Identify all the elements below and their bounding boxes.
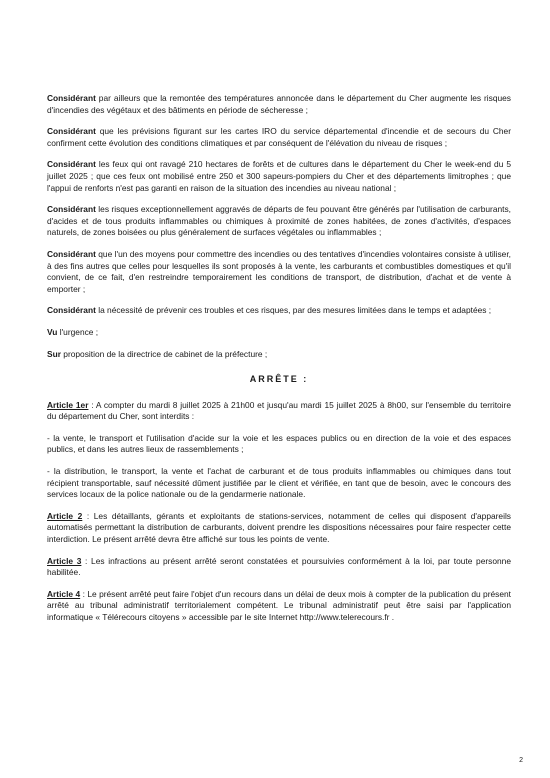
sur-paragraph <box>47 349 511 361</box>
article-1-item-acid: - la vente, le transport et l'utilisation d'acide sur la voie et les espaces publics ou en direction de la voie et des espaces publics, et dans les autres lieux de rassemblements ; <box>47 432 511 455</box>
paragraph-keyword: Considérant <box>47 248 96 259</box>
paragraph-text: l'urgence ; <box>57 326 99 337</box>
article-2 <box>47 511 511 546</box>
article-text: : A compter du mardi 8 juillet 2025 à 21h00 et jusqu'au mardi 15 juillet 2025 à 8h00, sur l'ensemble du territoire du département du Cher, sont interdits : <box>47 399 511 422</box>
article-text: : Les infractions au présent arrêté seront constatées et poursuivies conformément à la loi, par toute personne habilitée. <box>47 555 511 578</box>
considerant-paragraph <box>47 204 511 239</box>
paragraph-keyword: Considérant <box>47 126 96 137</box>
page-number: 2 <box>519 757 523 764</box>
document-body <box>47 93 511 634</box>
considerant-paragraph <box>47 249 511 295</box>
paragraph-keyword: Considérant <box>47 159 96 170</box>
vu-paragraph <box>47 327 511 339</box>
paragraph-keyword: Sur <box>47 348 61 359</box>
considerant-paragraph <box>47 126 511 149</box>
article-label: Article 4 <box>47 588 81 599</box>
article-3 <box>47 556 511 579</box>
article-label: Article 3 <box>47 555 82 566</box>
article-1-item-fuel: - la distribution, le transport, la vente et l'achat de carburant et de tous produits inflammables ou chimiques dans tout récipient transportable, sauf nécessité dûment justifiée par le client et vérifiée, en tant que de besoin, avec le concours des services locaux de la police nationale ou de la gendarmerie nationale. <box>47 466 511 500</box>
article-1 <box>47 400 511 423</box>
article-label: Article 2 <box>47 510 83 521</box>
paragraph-keyword: Vu <box>47 326 58 337</box>
paragraph-text: les feux qui ont ravagé 210 hectares de forêts et de cultures dans le département du Cher le week-end du 5 juillet 2025 ; que ces feux ont mobilisé entre 250 et 300 sapeurs-pompiers du Cher et des départements limitrophes ; que l'appui de renforts n'est pas garanti en raison de la situation des incendies au niveau national ; <box>47 159 511 193</box>
paragraph-text: la nécessité de prévenir ces troubles et ces risques, par des mesures limitées dans le temps et adaptées ; <box>95 305 492 316</box>
article-label: Article 1er <box>47 399 89 410</box>
paragraph-text: les risques exceptionnellement aggravés de départs de feu pouvant être générés par l'utilisation de carburants, d'acides et de tous produits inflammables ou chimiques à proximité de zones habitées, de zones d'activités, d'espaces naturels, de zones boisées ou plus généralement de surfaces végétales ou inflammables ; <box>47 204 511 238</box>
paragraph-keyword: Considérant <box>47 305 96 316</box>
paragraph-keyword: Considérant <box>47 93 96 103</box>
paragraph-text: proposition de la directrice de cabinet de la préfecture ; <box>60 348 268 359</box>
considerant-paragraph <box>47 93 511 116</box>
article-4 <box>47 589 511 624</box>
considerant-paragraph <box>47 159 511 194</box>
paragraph-keyword: Considérant <box>47 204 96 215</box>
considerant-paragraph <box>47 305 511 317</box>
arrete-heading: ARRÊTE : <box>249 374 309 385</box>
article-text: : Le présent arrêté peut faire l'objet d'un recours dans un délai de deux mois à compter de la publication du présent arrêté au tribunal administratif territorialement compétent. Le tribunal administratif peut être saisi par l'application informatique « Télérecours citoyens » accessible par le site Internet http://www.telerecours.fr . <box>47 588 511 622</box>
paragraph-text: que l'un des moyens pour commettre des incendies ou des tentatives d'incendies volontaires consiste à utiliser, à des fins autres que celles pour lesquelles ils sont proposés à la vente, les carburants et combustibles domestiques et qu'il convient, de ce fait, d'en restreindre temporairement les conditions de transport, de distribution, d'achat et de vente à emporter ; <box>47 248 511 294</box>
article-text: : Les détaillants, gérants et exploitants de stations-services, notamment de celles qui disposent d'appareils automatisés permettant la distribution de carburants, doivent prendre les dispositions nécessaires pour faire respecter cette interdiction. Le présent arrêté devra être affiché sur tous les points de vente. <box>47 510 511 545</box>
paragraph-text: par ailleurs que la remontée des températures annoncée dans le département du Cher augmente les risques d'incendies des végétaux et des bâtiments en période de sécheresse ; <box>47 93 511 115</box>
paragraph-text: que les prévisions figurant sur les cartes IRO du service départemental d'incendie et de secours du Cher confirment cette évolution des conditions climatiques et par conséquent de l'élévation du niveau de risques ; <box>47 126 511 148</box>
